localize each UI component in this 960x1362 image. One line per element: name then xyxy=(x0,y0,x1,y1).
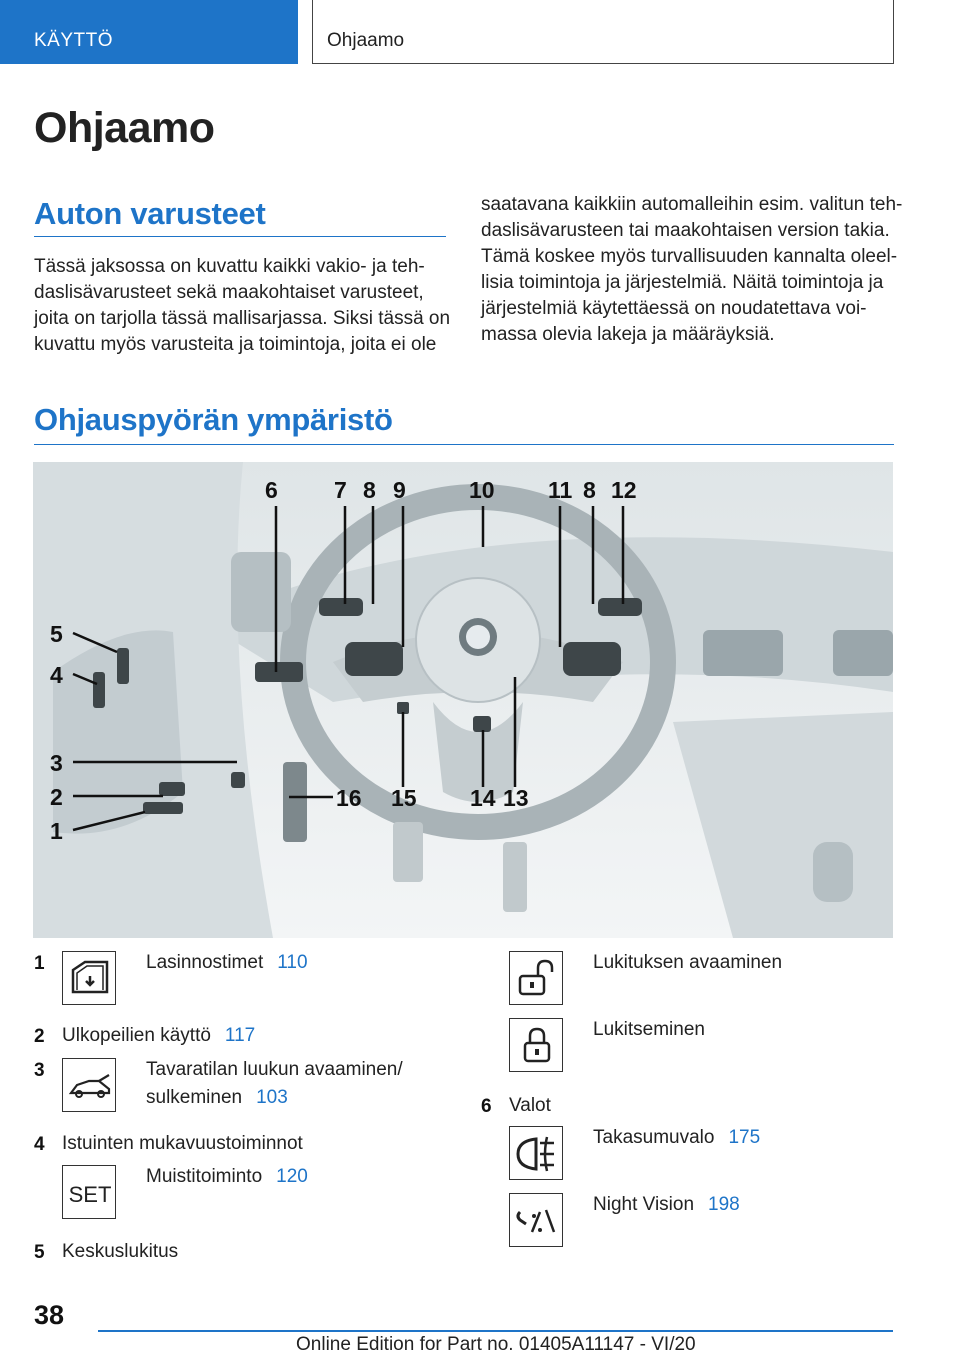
list-item-memory xyxy=(146,1163,308,1191)
page-ref-link[interactable]: 103 xyxy=(256,1087,288,1108)
trunk-switch xyxy=(231,772,245,788)
left-wheel-buttons xyxy=(345,642,403,676)
item-label: sulkeminen xyxy=(146,1087,243,1108)
equipment-heading: Auton varusteet xyxy=(34,196,266,231)
brake-pedal xyxy=(393,822,423,882)
text-line: lisia toimintoja ja järjestelmiä. Näitä toimintoja ja xyxy=(481,272,884,293)
callout-15: 15 xyxy=(391,785,417,811)
night-vision-icon xyxy=(509,1193,563,1247)
left-air-vent xyxy=(231,552,291,632)
list-item-window-lifters xyxy=(146,949,308,977)
equipment-rule xyxy=(34,236,446,237)
item-number: 4 xyxy=(34,1134,45,1155)
callout-9: 9 xyxy=(393,477,406,503)
equipment-text-right xyxy=(481,192,902,348)
callout-12: 12 xyxy=(611,477,637,503)
item-number: 6 xyxy=(481,1096,492,1117)
list-item-trunk xyxy=(146,1056,403,1112)
page-ref-link[interactable]: 110 xyxy=(277,952,308,973)
lock-icon xyxy=(509,1018,563,1072)
set-icon xyxy=(62,1165,116,1219)
central-locking-buttons xyxy=(117,648,129,684)
callout-4: 4 xyxy=(50,662,63,688)
callout-3: 3 xyxy=(50,750,63,776)
section-label: KÄYTTÖ xyxy=(34,30,114,51)
text-line: kuvattu myös varusteita ja toimintoja, joita ei ole xyxy=(34,334,437,355)
item-number: 2 xyxy=(34,1026,45,1047)
text-line: daslisävarusteet sekä maakohtaiset varusteet, xyxy=(34,282,424,303)
item-label: Muistitoiminto xyxy=(146,1166,263,1187)
list-item-seats: Istuinten mukavuustoiminnot xyxy=(62,1133,303,1154)
text-line: järjestelmiä käytettäessä on noudatettava voi- xyxy=(481,298,867,319)
trunk-icon xyxy=(62,1058,116,1112)
callout-1: 1 xyxy=(50,818,63,844)
chapter-label: Ohjaamo xyxy=(327,30,405,51)
cockpit-drawing xyxy=(33,462,893,938)
callout-5: 5 xyxy=(50,621,63,647)
bonnet-release xyxy=(283,762,307,842)
page-number: 38 xyxy=(34,1300,65,1330)
list-item-lock: Lukitseminen xyxy=(593,1019,705,1040)
rear-fog-light-icon xyxy=(509,1126,563,1180)
text-line: Tämä koskee myös turvallisuuden kannalta oleel- xyxy=(481,246,898,267)
item-label: Takasumuvalo xyxy=(593,1127,715,1148)
callout-7: 7 xyxy=(334,477,347,503)
text-line: massa olevia lakeja ja määräyksiä. xyxy=(481,324,775,345)
steering-rule xyxy=(34,444,894,445)
mirror-switch xyxy=(159,782,185,796)
callout-8b: 8 xyxy=(583,477,596,503)
list-item-unlock: Lukituksen avaaminen xyxy=(593,952,783,973)
window-switches xyxy=(143,802,183,814)
callout-6: 6 xyxy=(265,477,278,503)
callout-2: 2 xyxy=(50,784,63,810)
text-line: daslisävarusteen tai maakohtaisen version takia. xyxy=(481,220,890,241)
callout-8: 8 xyxy=(363,477,376,503)
window-lock-icon xyxy=(62,951,116,1005)
section-tab[interactable] xyxy=(0,0,298,64)
text-line: Tässä jaksossa on kuvattu kaikki vakio- ja teh- xyxy=(34,256,425,277)
bmw-logo-inner xyxy=(466,625,490,649)
list-item-rear-fog xyxy=(593,1124,760,1152)
callout-16: 16 xyxy=(336,785,362,811)
svg-text:SET: SET xyxy=(68,1182,112,1207)
gear-selector xyxy=(813,842,853,902)
callout-11: 11 xyxy=(548,477,573,503)
list-item-mirrors xyxy=(62,1022,255,1050)
list-item-central-locking: Keskuslukitus xyxy=(62,1241,179,1262)
callout-14: 14 xyxy=(470,785,496,811)
chapter-tab xyxy=(312,0,894,64)
item-number: 1 xyxy=(34,953,45,974)
page-ref-link[interactable]: 175 xyxy=(728,1127,761,1148)
item-label: Lasinnostimet xyxy=(146,952,264,973)
footer-rule xyxy=(98,1330,893,1332)
unlock-icon xyxy=(509,951,563,1005)
cockpit-illustration xyxy=(33,462,893,938)
list-item-lights: Valot xyxy=(509,1095,551,1116)
callout-13: 13 xyxy=(503,785,529,811)
item-label: Night Vision xyxy=(593,1194,695,1215)
right-wheel-buttons xyxy=(563,642,621,676)
air-vent xyxy=(703,630,783,676)
steering-heading: Ohjauspyörän ympäristö xyxy=(34,402,393,437)
page-title: Ohjaamo xyxy=(34,104,215,152)
light-switch xyxy=(255,662,303,682)
list-item-night-vision xyxy=(593,1191,740,1219)
page-ref-link[interactable]: 120 xyxy=(276,1166,308,1187)
footer-edition: Online Edition for Part no. 01405A11147 - VI/20 xyxy=(296,1334,696,1355)
page-ref-link[interactable]: 198 xyxy=(708,1194,740,1215)
item-label: Tavaratilan luukun avaaminen/ xyxy=(146,1059,403,1080)
left-stalk xyxy=(319,598,363,616)
text-line: joita on tarjolla tässä mallisarjassa. Siksi tässä on xyxy=(34,308,451,329)
page-ref-link[interactable]: 117 xyxy=(224,1025,256,1046)
wheel-adjust-switch xyxy=(473,716,491,732)
equipment-text-left xyxy=(34,254,450,358)
text-line: saatavana kaikkiin automalleihin esim. valitun teh- xyxy=(481,194,903,215)
item-label: Ulkopeilien käyttö xyxy=(62,1025,211,1046)
seat-memory-buttons xyxy=(93,672,105,708)
item-number: 3 xyxy=(34,1060,45,1081)
callout-10: 10 xyxy=(469,477,495,503)
accelerator-pedal xyxy=(503,842,527,912)
item-number: 5 xyxy=(34,1242,45,1263)
air-vent xyxy=(833,630,893,676)
right-stalk xyxy=(598,598,642,616)
